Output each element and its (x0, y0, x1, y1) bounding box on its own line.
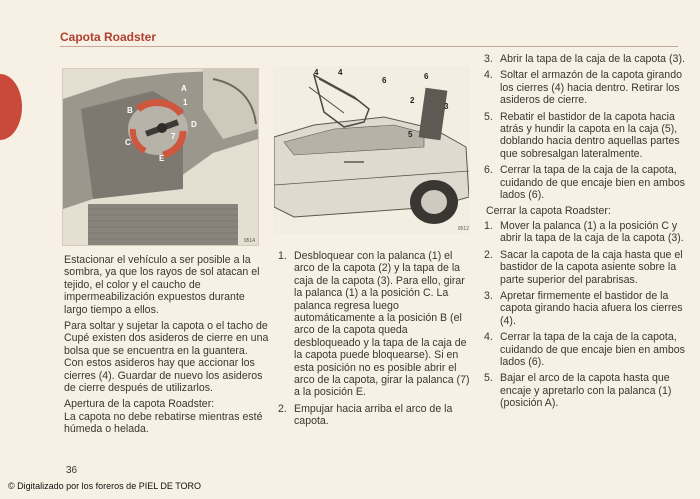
list-item (482, 220, 690, 245)
step-number: 2. (278, 402, 287, 415)
step-number: 1. (278, 250, 287, 262)
step-text: Apretar firmemente el bastidor de la capota girando hacia afuera los cierres (4). (500, 289, 683, 327)
closing-steps-column (482, 53, 690, 414)
step-number: 6. (484, 164, 493, 177)
list-item (482, 164, 690, 201)
callout-4b: 4 (338, 68, 343, 77)
step-number: 4. (484, 331, 493, 344)
callout-3: 3 (444, 102, 449, 111)
subheading-closing: Cerrar la capota Roadster: (486, 205, 611, 218)
callout-6a: 6 (382, 76, 387, 85)
paragraph: Estacionar el vehículo a ser posible a la sombra, ya que los rayos de sol atacan el tejido, el color y el caucho de impermeabilización expuestos durante largo tiempo a ellos. (64, 254, 260, 316)
page-number: 36 (66, 465, 78, 476)
list-item (482, 290, 690, 327)
step-number: 5. (484, 372, 493, 385)
step-text: Cerrar la tapa de la caja de la capota, cuidando de que encaje bien en ambos lados (6). (500, 331, 685, 368)
callout-4a: 4 (314, 68, 319, 77)
chapter-tab-marker (0, 74, 22, 140)
step-text: Desbloquear con la palanca (1) el arco de la capota (2) y la tapa de la caja de la capota (3). Para ello, girar la palanca (1) a la posición C. La palanca regresa luego automáticamente a la posición B (el arco de la capota queda desbloqueado y la tapa de la caja de la capota puede bloquearse). Si en esta posición no es posible abrir el arco de la capota, girar la palanca (7) a la posición E. (294, 250, 470, 399)
list-item (482, 372, 690, 409)
list-item (276, 403, 472, 428)
footer-credit: © Digitalizado por los foreros de PIEL DE TORO (8, 481, 202, 491)
callout-b: B (127, 106, 133, 115)
opening-steps-column (276, 250, 472, 432)
callout-c: C (125, 138, 131, 147)
step-number: 3. (484, 289, 493, 302)
figure-number: 9514 (243, 238, 255, 244)
step-text: Rebatir el bastidor de la capota hacia atrás y hundir la capota en la caja (5), doblando hacia dentro aquellas partes que sobresalgan lateralmente. (500, 110, 680, 160)
list-item (482, 249, 690, 286)
list-item (482, 53, 690, 65)
callout-e: E (159, 154, 165, 163)
callout-5: 5 (408, 130, 413, 139)
step-text: Cerrar la tapa de la caja de la capota, cuidando de que encaje bien en ambos lados (6). (500, 164, 685, 202)
note-text: La capota no debe rebatirse mientras esté húmeda o helada. (64, 410, 263, 436)
callout-a: A (181, 84, 187, 93)
step-text: Abrir la tapa de la caja de la capota (3). (500, 53, 685, 65)
intro-column (64, 254, 269, 436)
callout-7: 7 (171, 132, 176, 141)
step-text: Soltar el armazón de la capota girando los cierres (4) hacia dentro. Retirar los asideros de cierre. (500, 69, 682, 107)
callout-d: D (191, 120, 197, 129)
step-text: Mover la palanca (1) a la posición C y abrir la tapa de la caja de la capota (3). (500, 219, 684, 245)
callout-1: 1 (183, 98, 188, 107)
header-rule (60, 46, 678, 47)
list-item (482, 69, 690, 106)
subheading-opening: Apertura de la capota Roadster: (64, 398, 215, 411)
step-number: 1. (484, 219, 493, 232)
section-title: Capota Roadster (60, 30, 157, 44)
step-text: Sacar la capota de la caja hasta que el bastidor de la capota asiente sobre la parte superior del parabrisas. (500, 248, 683, 286)
list-item (276, 250, 472, 399)
car-illustration (273, 66, 470, 234)
step-number: 4. (484, 69, 493, 82)
callout-6b: 6 (424, 72, 429, 81)
lever-illustration (62, 68, 259, 246)
paragraph: Para soltar y sujetar la capota o el tacho de Cupé existen dos asideros de cierre en una bolsa que se encuentra en la guantera. Con estos asideros hay que accionar los cierres (4). Guardar de nuevo los asideros de cierre después de utilizarlos. (64, 320, 269, 395)
list-item (482, 111, 690, 161)
list-item (482, 331, 690, 368)
figure-number: 9512 (457, 226, 469, 232)
step-text: Empujar hacia arriba el arco de la capota. (294, 402, 453, 428)
step-number: 2. (484, 248, 493, 261)
callout-2: 2 (410, 96, 415, 105)
step-number: 3. (484, 53, 493, 65)
step-text: Bajar el arco de la capota hasta que encaje y apretarlo con la palanca (1) (posición A). (500, 372, 672, 410)
step-number: 5. (484, 110, 493, 123)
